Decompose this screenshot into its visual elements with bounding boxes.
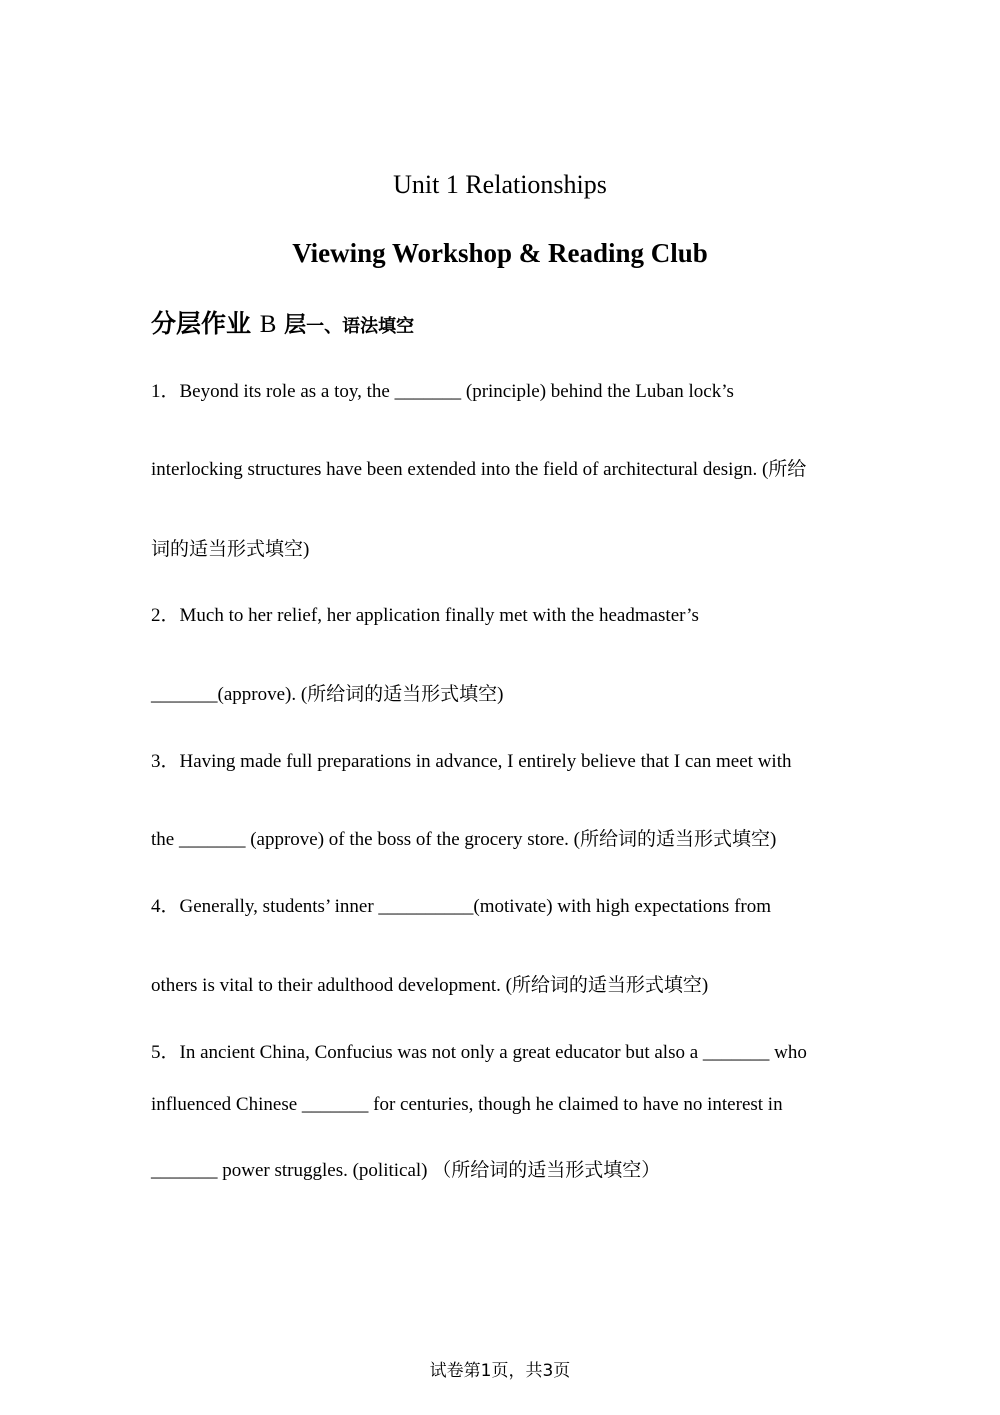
question-4-line-1: 4．Generally, students’ inner __________(motivate) with high expectations from	[151, 896, 771, 917]
question-5-line-3: _______ power struggles. (political) （所给词的适当形式填空）	[151, 1160, 661, 1181]
question-1-line-2: interlocking structures have been extended into the field of architectural design. (所给	[151, 459, 807, 480]
question-3-line-1: 3．Having made full preparations in advance, I entirely believe that I can meet with	[151, 751, 792, 772]
question-1-line-3: 词的适当形式填空)	[151, 539, 310, 560]
section-heading-layer: 层	[276, 313, 307, 338]
section-heading	[151, 304, 414, 340]
question-1-line-1: 1．Beyond its role as a toy, the _______ (principle) behind the Luban lock’s	[151, 381, 734, 402]
question-5-line-2: influenced Chinese _______ for centuries, though he claimed to have no interest in	[151, 1094, 783, 1115]
question-5-line-1: 5．In ancient China, Confucius was not only a great educator but also a _______ who	[151, 1042, 807, 1063]
page-footer: 试卷第1页，共3页	[429, 1361, 571, 1381]
unit-title: Unit 1 Relationships	[393, 170, 607, 199]
question-2-line-2: _______(approve). (所给词的适当形式填空)	[151, 684, 504, 705]
section-heading-type: 一、语法填空	[306, 316, 415, 337]
section-heading-layered: 分层作业	[151, 309, 260, 338]
section-heading-level: B	[259, 311, 277, 338]
question-2-line-1: 2．Much to her relief, her application finally met with the headmaster’s	[151, 605, 699, 626]
main-title: Viewing Workshop & Reading Club	[292, 238, 708, 268]
question-4-line-2: others is vital to their adulthood development. (所给词的适当形式填空)	[151, 975, 709, 996]
question-3-line-2: the _______ (approve) of the boss of the grocery store. (所给词的适当形式填空)	[151, 829, 777, 850]
